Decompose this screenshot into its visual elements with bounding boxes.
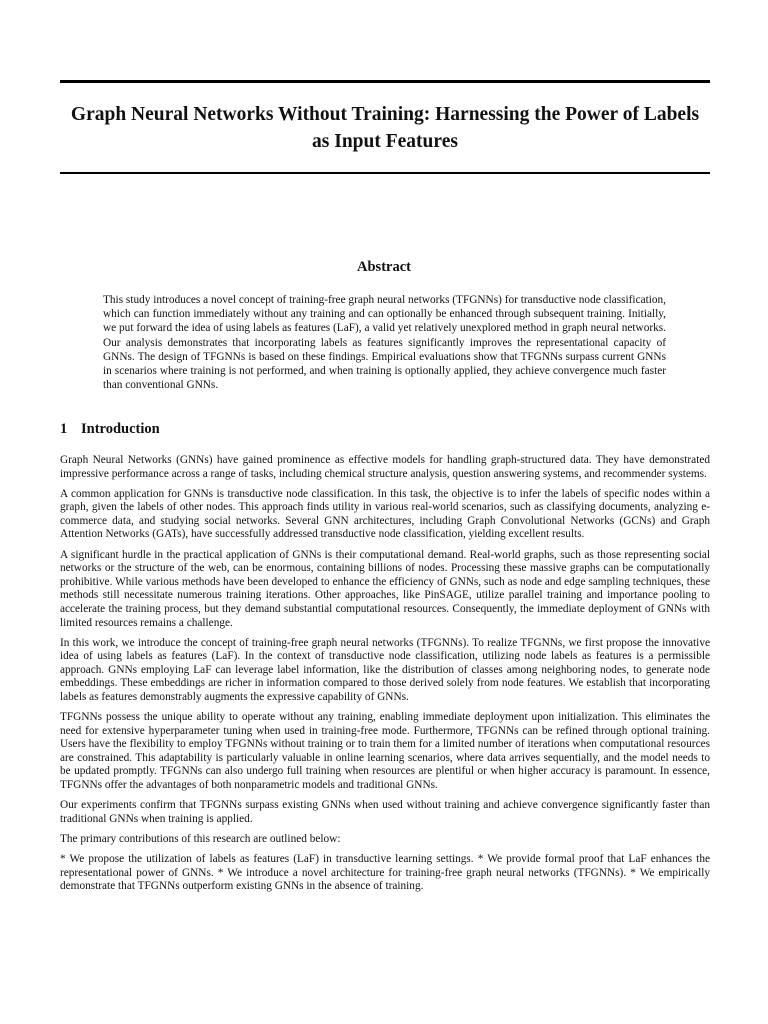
paragraph: A common application for GNNs is transductive node classification. In this task, the objective is to infer the labels of specific nodes within a graph, given the labels of other nodes. This approach finds utility in various real-world scenarios, such as classifying documents, analyzing e-commerce data, and studying social networks. Several GNN architectures, including Graph Convolutional Networks (GCNs) and Graph Attention Networks (GATs), have successfully addressed transductive node classification, yielding excellent results.	[60, 487, 710, 541]
contributions-paragraph: * We propose the utilization of labels as features (LaF) in transductive learning settings. * We provide formal proof that LaF enhances the representational power of GNNs. * We introduce a novel architecture for training-free graph neural networks (TFGNNs). * We empirically demonstrate that TFGNNs outperform existing GNNs in the absence of training.	[60, 852, 710, 893]
paragraph: A significant hurdle in the practical application of GNNs is their computational demand. Real-world graphs, such as those representing social networks or the structure of the web, can be enormous, containing billions of nodes. Processing these massive graphs can be computationally prohibitive. While various methods have been developed to enhance the efficiency of GNNs, such as node and edge sampling techniques, these methods still necessitate numerous training iterations. Other approaches, like PinSAGE, utilize parallel training and importance pooling to accelerate the training process, but they demand substantial computational resources. Consequently, the immediate deployment of GNNs with limited resources remains a challenge.	[60, 548, 710, 629]
section-heading	[60, 421, 160, 438]
section-title: Introduction	[81, 421, 160, 437]
paper-title: Graph Neural Networks Without Training: Harnessing the Power of Labels as Input Features	[70, 104, 700, 152]
paragraph: Our experiments confirm that TFGNNs surpass existing GNNs when used without training and achieve convergence significantly faster than traditional GNNs when training is applied.	[60, 799, 710, 825]
paragraph: The primary contributions of this research are outlined below:	[60, 832, 341, 845]
section-number: 1	[60, 421, 68, 437]
paragraph: Graph Neural Networks (GNNs) have gained prominence as effective models for handling graph-structured data. They have demonstrated impressive performance across a range of tasks, including chemical structure analysis, question answering systems, and recommender systems.	[60, 454, 710, 480]
abstract-heading: Abstract	[357, 259, 411, 275]
title-bottom-rule	[60, 172, 710, 174]
introduction-body	[60, 454, 710, 900]
abstract-text: This study introduces a novel concept of training-free graph neural networks (TFGNNs) for transductive node classification, which can function immediately without any training and can optionally be enhanced through subsequent training. Initially, we put forward the idea of using labels as features (LaF), a valid yet relatively unexplored method in graph neural networks. Our analysis demonstrates that incorporating labels as features significantly improves the representational capacity of GNNs. The design of TFGNNs is based on these findings. Empirical evaluations show that TFGNNs surpass current GNNs in scenarios where training is not performed, and when training is optionally applied, they achieve convergence much faster than conventional GNNs.	[103, 294, 666, 392]
title-top-rule	[60, 80, 710, 83]
paragraph: In this work, we introduce the concept of training-free graph neural networks (TFGNNs). To realize TFGNNs, we first propose the innovative idea of using labels as features (LaF). In the context of transductive node classification, utilizing node labels as features is a permissible approach. GNNs employing LaF can leverage label information, like the distribution of classes among neighboring nodes, to generate node embeddings. These embeddings are richer in information compared to those derived solely from node features. We establish that incorporating labels as features demonstrably augments the expressive capability of GNNs.	[60, 636, 710, 703]
paragraph: TFGNNs possess the unique ability to operate without any training, enabling immediate deployment upon initialization. This eliminates the need for extensive hyperparameter tuning when used in training-free mode. Furthermore, TFGNNs can be refined through optional training. Users have the flexibility to employ TFGNNs without training or to train them for a limited number of iterations when computational resources are constrained. This adaptability is particularly valuable in online learning scenarios, where data arrives sequentially, and the model needs to be updated promptly. TFGNNs can also undergo full training when resources are plentiful or when higher accuracy is paramount. In essence, TFGNNs offer the advantages of both nonparametric models and traditional GNNs.	[60, 711, 710, 792]
